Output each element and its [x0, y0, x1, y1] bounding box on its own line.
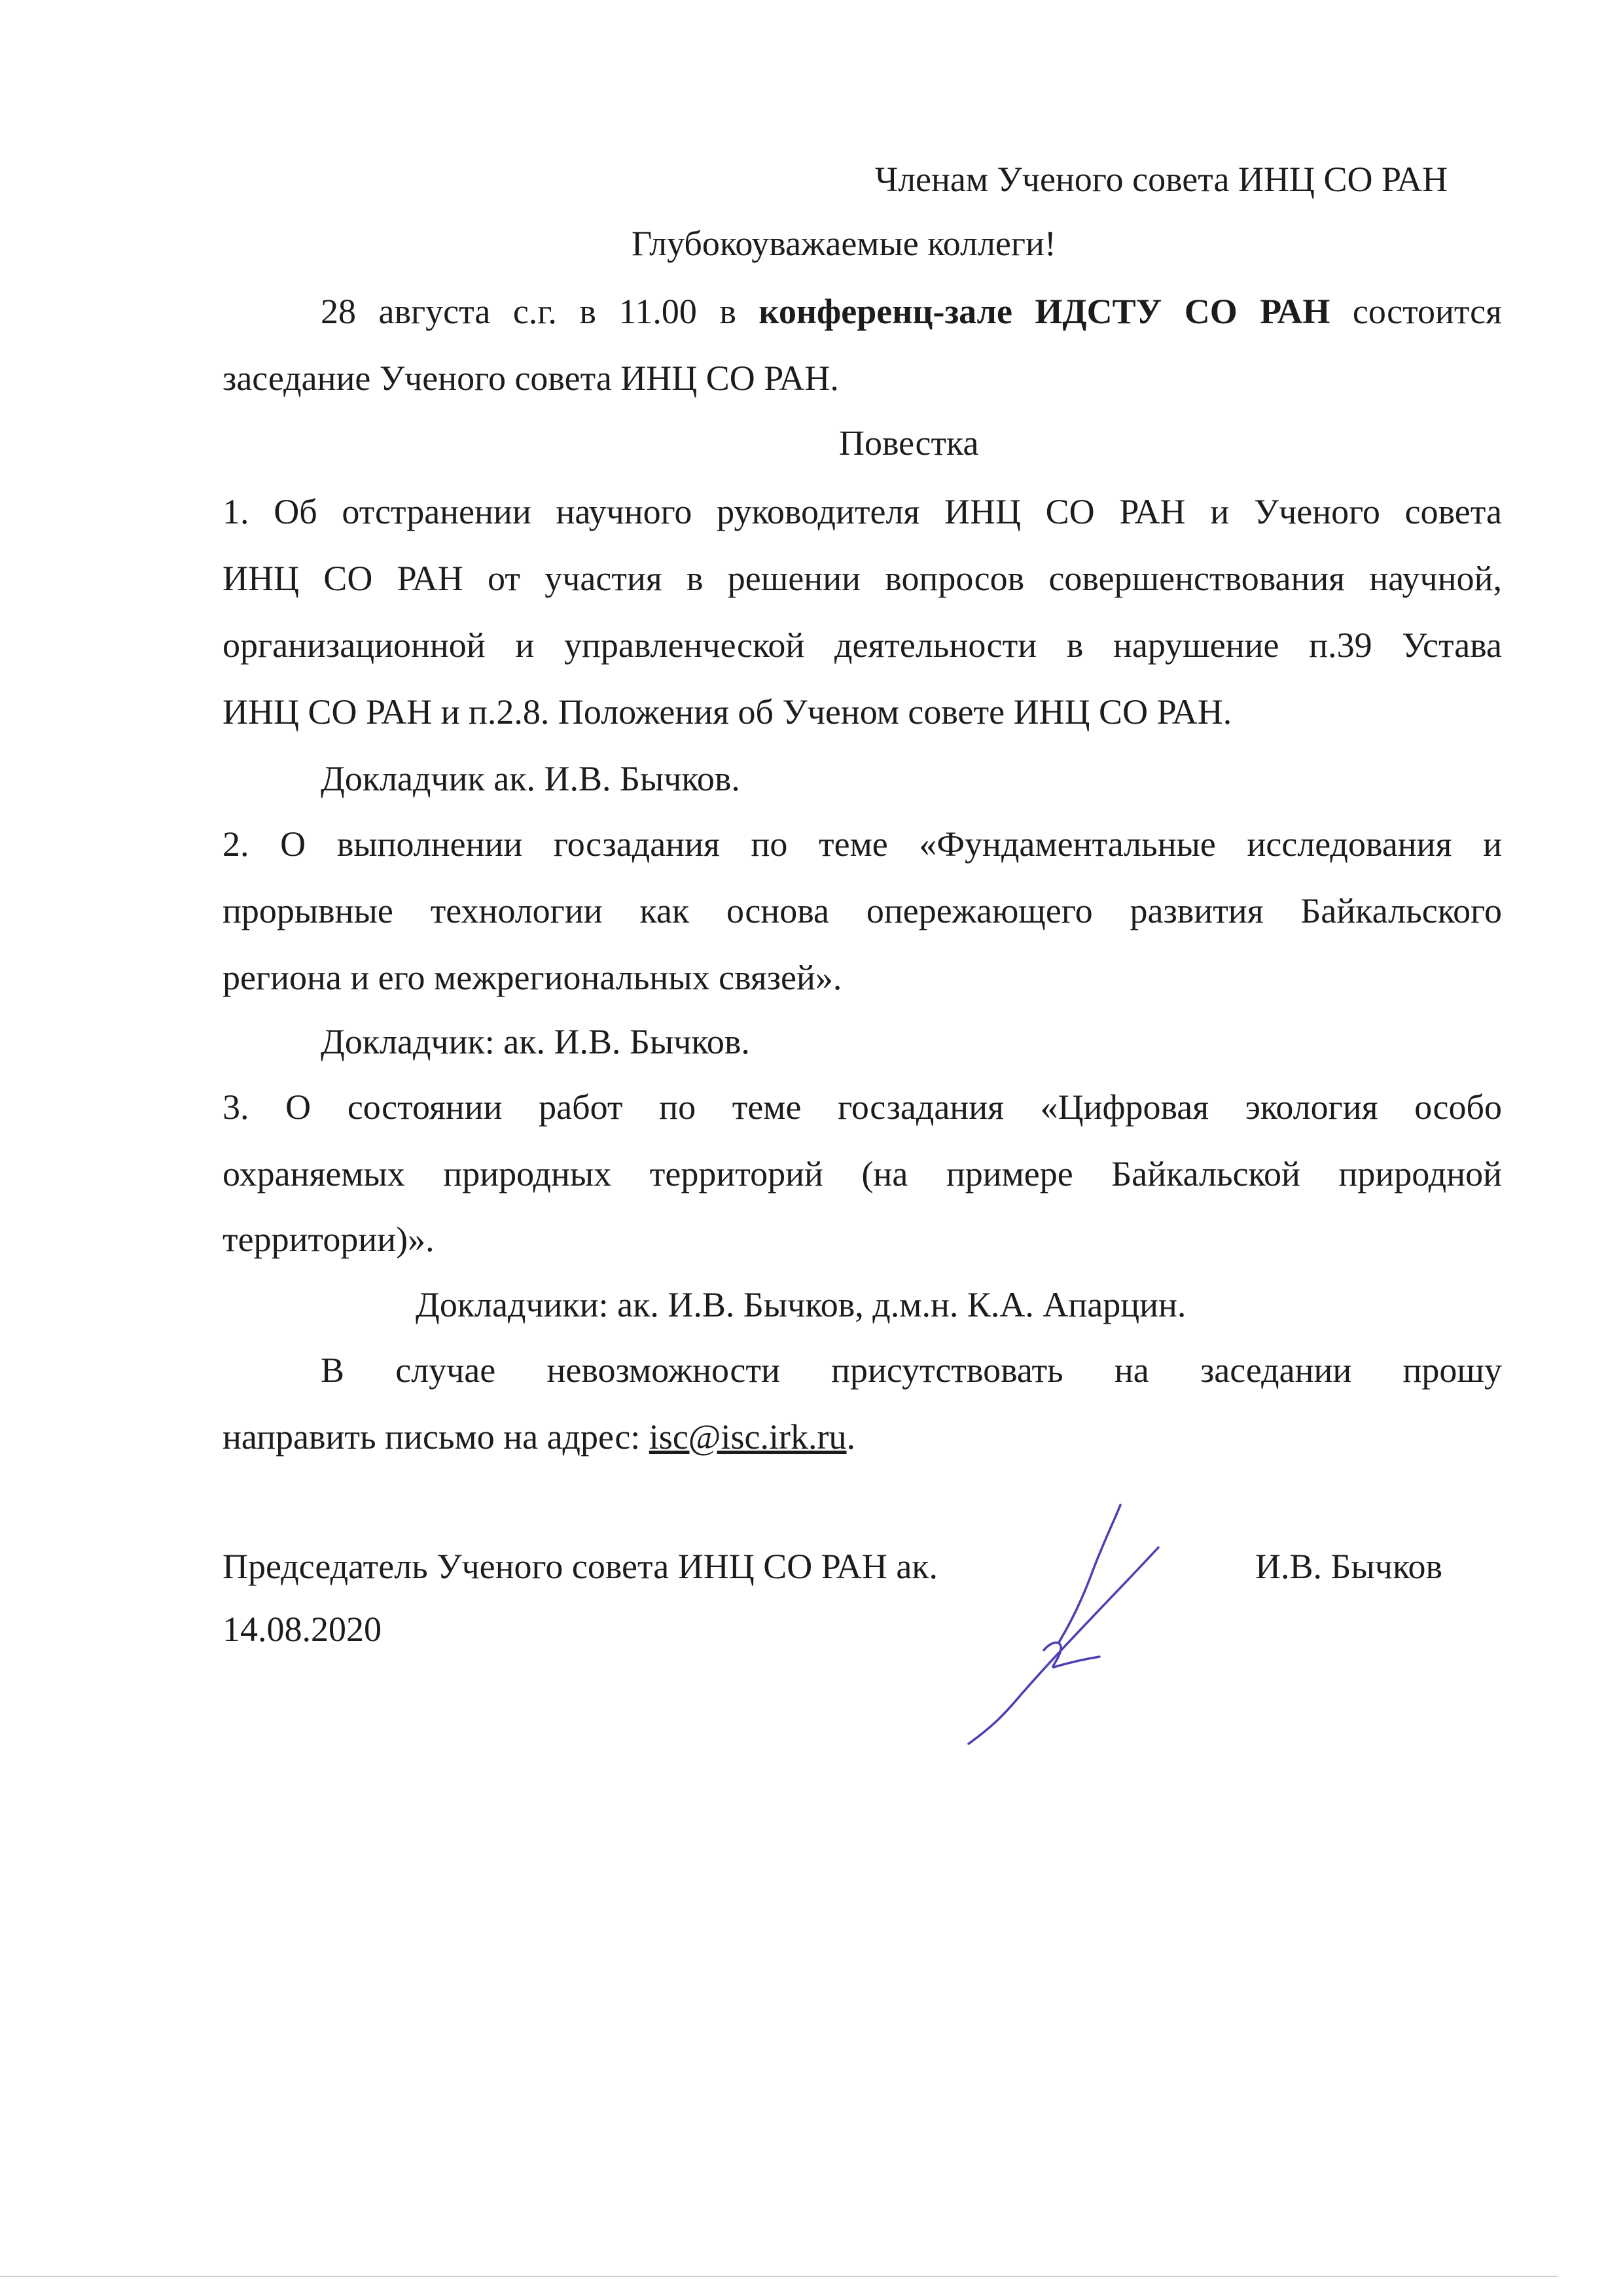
intro-line-1	[321, 291, 1502, 333]
agenda-item-1-line: организационной и управленческой деятельности в нарушение п.39 Устава	[223, 626, 1502, 665]
handwritten-signature	[942, 1492, 1217, 1754]
agenda-item-1-line: ИНЦ СО РАН и п.2.8. Положения об Ученом совете ИНЦ СО РАН.	[223, 692, 1232, 732]
email-link[interactable]: isc@isc.irk.ru	[649, 1417, 847, 1457]
intro-line-2: заседание Ученого совета ИНЦ СО РАН.	[223, 359, 839, 398]
signatory-title: Председатель Ученого совета ИНЦ СО РАН ак.	[223, 1547, 938, 1586]
intro-text-suffix: состоится	[1330, 292, 1502, 331]
closing-line-1: В случае невозможности присутствовать на заседании прошу	[321, 1351, 1502, 1390]
agenda-item-2-line: региона и его межрегиональных связей».	[223, 958, 842, 997]
agenda-item-1-line: 1. Об отстранении научного руководителя ИНЦ СО РАН и Ученого совета	[223, 492, 1502, 531]
agenda-item-3-line: охраняемых природных территорий (на примере Байкальской природной	[223, 1154, 1502, 1193]
signatory-name: И.В. Бычков	[1255, 1547, 1442, 1586]
agenda-title: Повестка	[839, 423, 979, 463]
venue: конференц-зале ИДСТУ СО РАН	[758, 292, 1330, 331]
signature-stroke	[1044, 1642, 1099, 1667]
agenda-item-1-speaker: Докладчик ак. И.В. Бычков.	[321, 759, 740, 798]
agenda-item-2-speaker: Докладчик: ак. И.В. Бычков.	[321, 1022, 750, 1061]
agenda-item-2-line: 2. О выполнении госзадания по теме «Фундаментальные исследования и	[223, 824, 1502, 864]
agenda-item-3-line: территории)».	[223, 1220, 435, 1259]
intro-text: 28 августа с.г. в 11.00 в	[321, 292, 759, 331]
scan-edge-line	[0, 2276, 1558, 2277]
agenda-item-1-line: ИНЦ СО РАН от участия в решении вопросов совершенствования научной,	[223, 559, 1502, 598]
closing-text: направить письмо на адрес:	[223, 1417, 649, 1457]
agenda-item-2-line: прорывные технологии как основа опережающего развития Байкальского	[223, 891, 1502, 930]
letter-date: 14.08.2020	[223, 1610, 382, 1649]
closing-line-2	[223, 1416, 855, 1458]
signature-stroke	[969, 1547, 1158, 1744]
salutation: Глубокоуважаемые коллеги!	[632, 224, 1056, 263]
agenda-item-3-speakers: Докладчики: ак. И.В. Бычков, д.м.н. К.А. Апарцин.	[416, 1285, 1186, 1324]
closing-period: .	[846, 1417, 855, 1457]
agenda-item-3-line: 3. О состоянии работ по теме госзадания «Цифровая экология особо	[223, 1087, 1502, 1127]
addressee: Членам Ученого совета ИНЦ СО РАН	[875, 160, 1448, 199]
signature-stroke	[1059, 1505, 1120, 1642]
